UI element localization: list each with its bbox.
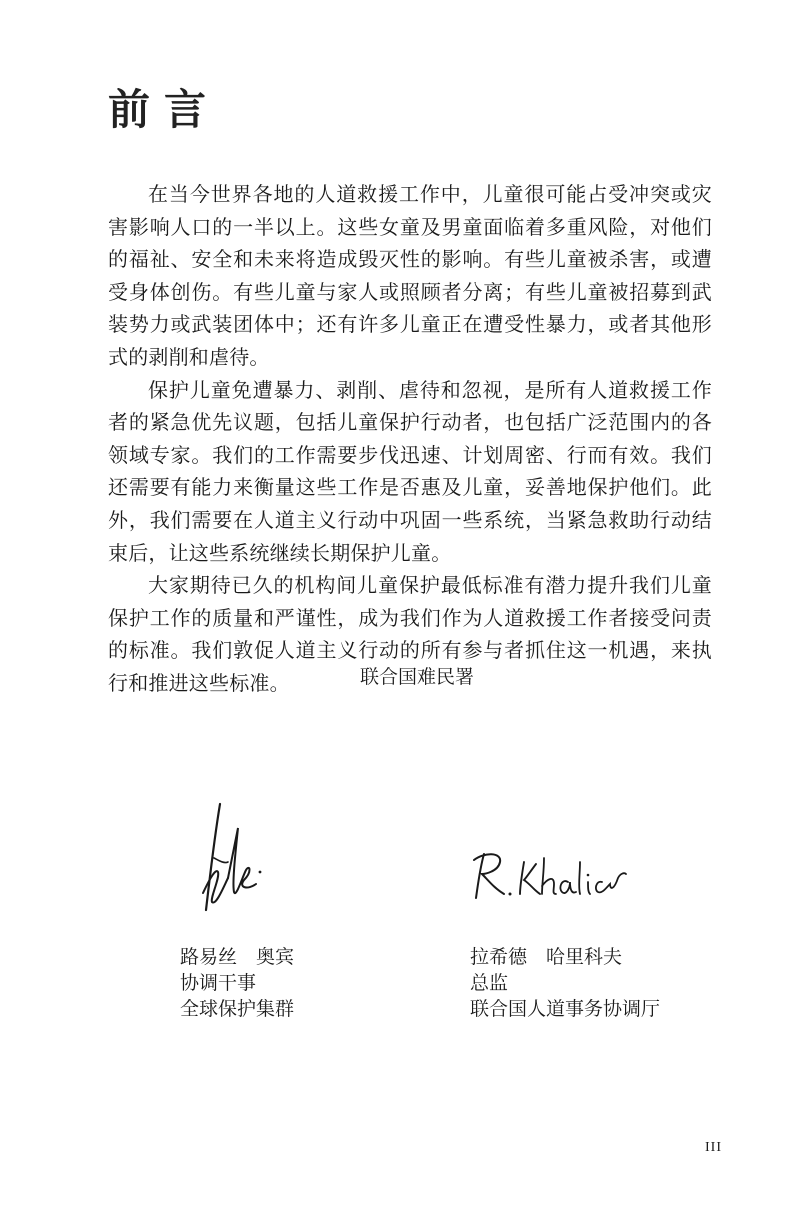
signature-left-image bbox=[198, 798, 268, 918]
paragraph-3: 大家期待已久的机构间儿童保护最低标准有潜力提升我们儿童保护工作的质量和严谨性，成为我们作为人道救援工作者接受问责的标准。我们敦促人道主义行动的所有参与者抓住这一机遇，来执行和推进这些标准。 bbox=[108, 573, 712, 695]
paragraph-2: 保护儿童免遭暴力、剥削、虐待和忽视，是所有人道救援工作者的紧急优先议题，包括儿童保护行动者，也包括广泛范围内的各领域专家。我们的工作需要步伐迅速、计划周密、行而有效。我们还需要有能力来衡量这些工作是否惠及儿童，妥善地保护他们。此外，我们需要在人道主义行动中巩固一些系统，当紧急救助行动结束后，让这些系统继续长期保护儿童。 bbox=[108, 377, 712, 565]
signatory-name: 拉希德 哈里科夫 bbox=[470, 946, 623, 968]
signatory-organization: 联合国人道事务协调厅 bbox=[470, 998, 661, 1020]
signatory-role: 总监 bbox=[470, 972, 509, 994]
signatory-name: 路易丝 奥宾 bbox=[180, 946, 295, 968]
organization-signoff: 联合国难民署 bbox=[360, 666, 475, 688]
page-title: 前言 bbox=[108, 85, 221, 134]
page-number: III bbox=[705, 1140, 722, 1155]
signatory-organization: 全球保护集群 bbox=[180, 998, 295, 1020]
signatory-right bbox=[470, 944, 660, 1022]
paragraph-1: 在当今世界各地的人道救援工作中，儿童很可能占受冲突或灾害影响人口的一半以上。这些女童及男童面临着多重风险，对他们的福祉、安全和未来将造成毁灭性的影响。有些儿童被杀害，或遭受身体创伤。有些儿童与家人或照顾者分离；有些儿童被招募到武装势力或武装团体中；还有许多儿童正在遭受性暴力，或者其他形式的剥削和虐待。 bbox=[108, 182, 712, 369]
signature-right-image bbox=[470, 848, 630, 908]
signatory-left bbox=[180, 944, 294, 1022]
signatory-role: 协调干事 bbox=[180, 972, 257, 994]
foreword-body bbox=[108, 178, 712, 700]
